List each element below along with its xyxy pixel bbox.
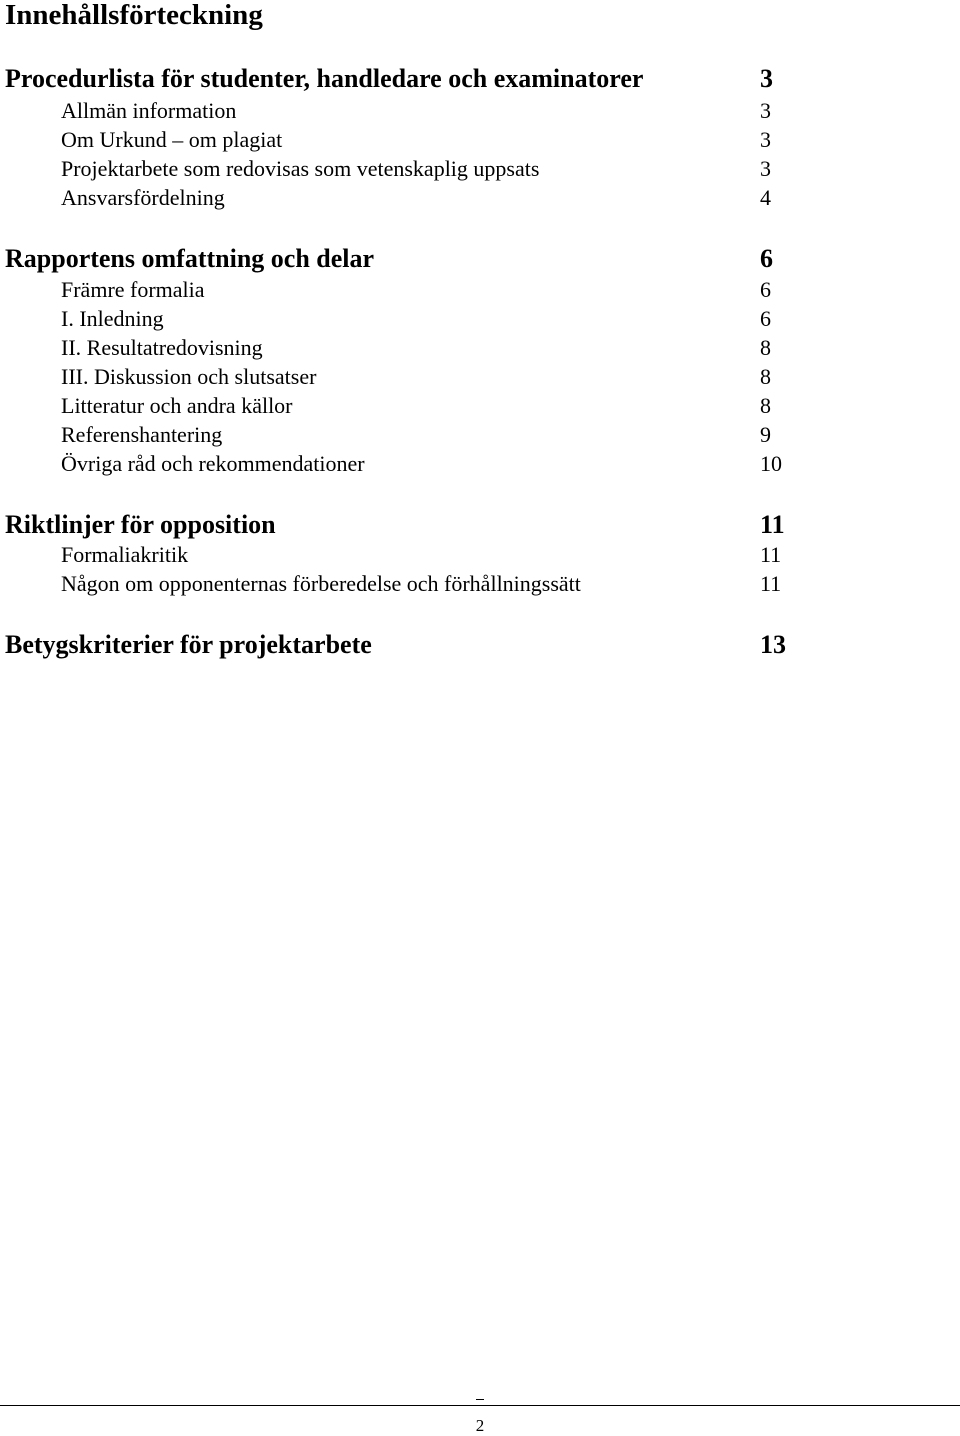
toc-section-page: 13 bbox=[760, 630, 786, 659]
toc-item-label: Litteratur och andra källor bbox=[61, 393, 293, 418]
toc-item-page: 9 bbox=[760, 422, 771, 447]
toc-item-opponenternas-forberedelse[interactable] bbox=[0, 571, 960, 597]
toc-item-page: 3 bbox=[760, 156, 771, 181]
toc-section-rapportens-omfattning[interactable] bbox=[0, 244, 960, 274]
toc-item-allman-information[interactable] bbox=[0, 98, 960, 124]
toc-item-ansvarsfordelning[interactable] bbox=[0, 185, 960, 211]
toc-item-litteratur[interactable] bbox=[0, 393, 960, 419]
toc-section-page: 6 bbox=[760, 244, 773, 273]
toc-section-page: 11 bbox=[760, 510, 785, 539]
toc-item-page: 8 bbox=[760, 335, 771, 360]
toc-item-framre-formalia[interactable] bbox=[0, 277, 960, 303]
toc-item-page: 3 bbox=[760, 127, 771, 152]
toc-section-page: 3 bbox=[760, 64, 773, 93]
toc-item-label: Om Urkund – om plagiat bbox=[61, 127, 283, 152]
toc-item-page: 3 bbox=[760, 98, 771, 123]
toc-item-label: Ansvarsfördelning bbox=[61, 185, 225, 210]
toc-section-label: Riktlinjer för opposition bbox=[5, 510, 276, 539]
toc-item-page: 4 bbox=[760, 185, 771, 210]
toc-section-label: Rapportens omfattning och delar bbox=[5, 244, 375, 273]
toc-section-label: Betygskriterier för projektarbete bbox=[5, 630, 372, 659]
toc-item-resultatredovisning[interactable] bbox=[0, 335, 960, 361]
toc-item-page: 11 bbox=[760, 542, 782, 567]
table-of-contents bbox=[0, 0, 960, 700]
toc-item-page: 6 bbox=[760, 277, 771, 302]
toc-item-diskussion[interactable] bbox=[0, 364, 960, 390]
toc-item-label: Någon om opponenternas förberedelse och förhållningssätt bbox=[61, 571, 581, 596]
toc-item-label: II. Resultatredovisning bbox=[61, 335, 263, 360]
footer-rule bbox=[0, 1405, 960, 1406]
toc-item-formaliakritik[interactable] bbox=[0, 542, 960, 568]
page-number: 2 bbox=[475, 1416, 485, 1435]
toc-item-label: Projektarbete som redovisas som vetenskaplig uppsats bbox=[61, 156, 540, 181]
page-title: Innehållsförteckning bbox=[5, 0, 263, 31]
toc-item-page: 6 bbox=[760, 306, 771, 331]
toc-item-projektarbete[interactable] bbox=[0, 156, 960, 182]
footer-tick-mark bbox=[476, 1399, 484, 1400]
toc-item-label: III. Diskussion och slutsatser bbox=[61, 364, 317, 389]
toc-item-label: Övriga råd och rekommendationer bbox=[61, 451, 365, 476]
toc-item-ovriga-rad[interactable] bbox=[0, 451, 960, 477]
toc-item-label: Allmän information bbox=[61, 98, 237, 123]
toc-item-inledning[interactable] bbox=[0, 306, 960, 332]
toc-section-riktlinjer-opposition[interactable] bbox=[0, 510, 960, 540]
toc-item-page: 8 bbox=[760, 393, 771, 418]
toc-item-label: Referenshantering bbox=[61, 422, 223, 447]
toc-section-betygskriterier[interactable] bbox=[0, 630, 960, 660]
toc-section-label: Procedurlista för studenter, handledare och examinatorer bbox=[5, 64, 644, 93]
toc-item-label: I. Inledning bbox=[61, 306, 164, 331]
toc-item-om-urkund[interactable] bbox=[0, 127, 960, 153]
toc-item-page: 8 bbox=[760, 364, 771, 389]
toc-item-referenshantering[interactable] bbox=[0, 422, 960, 448]
toc-section-procedurlista[interactable] bbox=[0, 64, 960, 94]
toc-item-page: 10 bbox=[760, 451, 782, 476]
toc-item-page: 11 bbox=[760, 571, 782, 596]
toc-item-label: Främre formalia bbox=[61, 277, 205, 302]
toc-item-label: Formaliakritik bbox=[61, 542, 189, 567]
